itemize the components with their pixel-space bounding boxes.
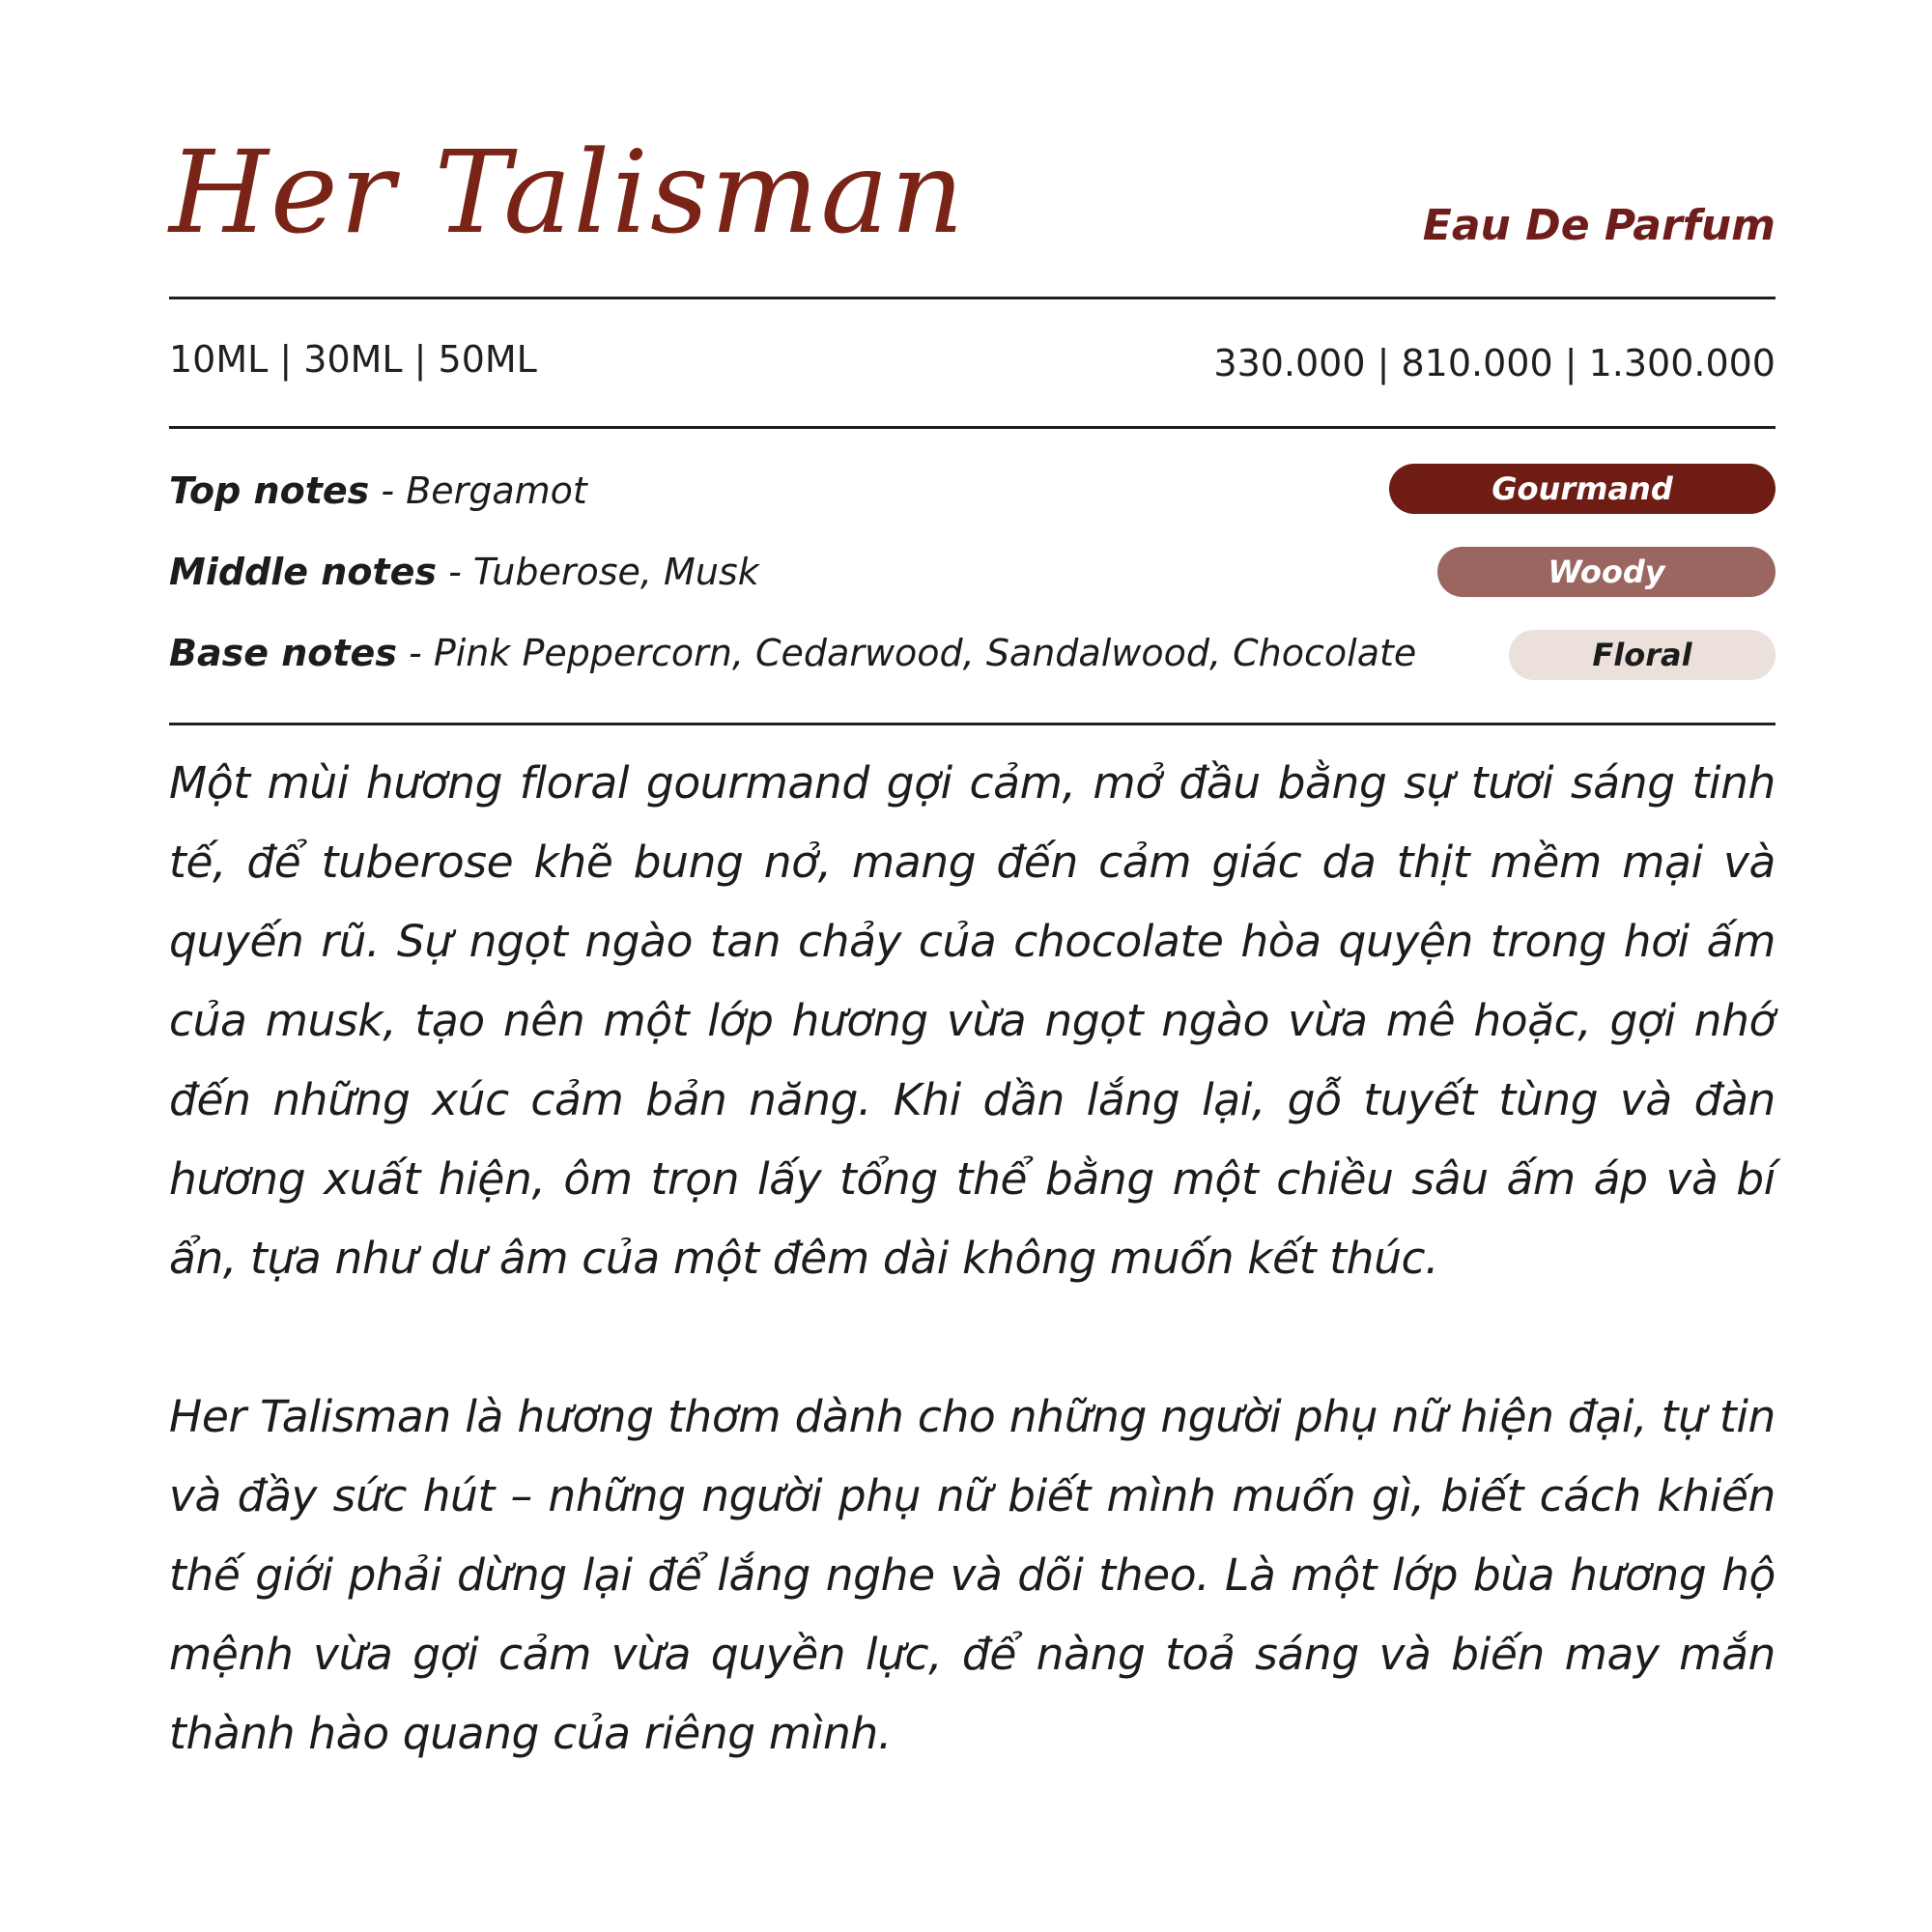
header [169, 116, 1776, 280]
divider-top [169, 297, 1776, 299]
note-value: Tuberose, Musk [472, 551, 759, 593]
note-label: Top notes [169, 469, 370, 512]
tag-gourmand: Gourmand [1389, 464, 1776, 514]
note-separator: - [369, 469, 407, 512]
note-middle [169, 551, 759, 593]
description-paragraph: Her Talisman là hương thơm dành cho những người phụ nữ hiện đại, tự tin và đầy sức hút – những người phụ nữ biết mình muốn gì, biết cách khiến thế giới phải dừng lại để lắng nghe và dõi theo. Là một lớp bùa hương hộ mệnh vừa gợi cảm vừa quyền lực, để nàng toả sáng và biến may mắn thành hào quang của riêng mình. [169, 1391, 1776, 1759]
sizes-text: 10ML | 30ML | 50ML [169, 338, 537, 381]
tag-floral: Floral [1509, 630, 1776, 680]
description-paragraph: Một mùi hương floral gourmand gợi cảm, mở đầu bằng sự tươi sáng tinh tế, để tuberose khẽ bung nở, mang đến cảm giác da thịt mềm mại và quyến rũ. Sự ngọt ngào tan chảy của chocolate hòa quyện trong hơi ấm của musk, tạo nên một lớp hương vừa ngọt ngào vừa mê hoặc, gợi nhớ đến những xúc cảm bản năng. Khi dần lắng lại, gỗ tuyết tùng và đàn hương xuất hiện, ôm trọn lấy tổng thể bằng một chiều sâu ấm áp và bí ẩn, tựa như dư âm của một đêm dài không muốn kết thúc. [169, 757, 1776, 1284]
note-top [169, 469, 587, 512]
description [169, 744, 1776, 1774]
product-card [169, 0, 1776, 1932]
note-base [169, 632, 1416, 674]
prices-text: 330.000 | 810.000 | 1.300.000 [1213, 342, 1776, 384]
note-value: Pink Peppercorn, Cedarwood, Sandalwood, Chocolate [433, 632, 1417, 674]
product-title: Her Talisman [169, 126, 966, 259]
tag-woody: Woody [1437, 547, 1776, 597]
note-separator: - [436, 551, 473, 593]
divider-bottom [169, 723, 1776, 725]
note-label: Middle notes [169, 551, 437, 593]
notes-section [169, 464, 1776, 715]
note-label: Base notes [169, 632, 397, 674]
product-type: Eau De Parfum [1422, 201, 1776, 250]
sizes-prices-row [169, 338, 1776, 396]
divider-middle [169, 426, 1776, 429]
note-value: Bergamot [406, 469, 587, 512]
note-separator: - [396, 632, 434, 674]
